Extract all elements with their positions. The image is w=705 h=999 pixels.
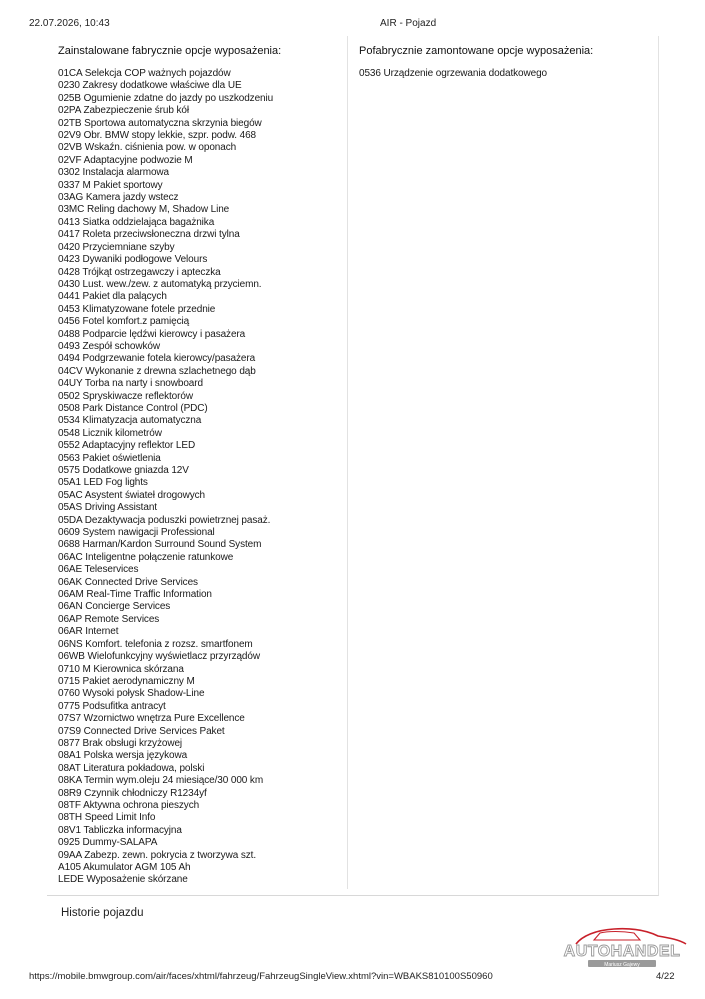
factory-options-heading: Zainstalowane fabrycznie opcje wyposażenia: (58, 45, 282, 57)
aftermarket-options-heading: Pofabrycznie zamontowane opcje wyposażenia: (359, 45, 594, 57)
option-item: 0302 Instalacja alarmowa (58, 167, 169, 179)
option-item: 0710 M Kierownica skórzana (58, 663, 184, 675)
option-item: A105 Akumulator AGM 105 Ah (58, 862, 191, 873)
watermark-tagline: Mariusz Gajewy (604, 962, 640, 968)
option-item: 02TB Sportowa automatyczna skrzynia biegów (58, 117, 262, 129)
aftermarket-options-list (359, 68, 649, 80)
option-item: 0337 M Pakiet sportowy (58, 179, 163, 191)
option-item: 0428 Trójkąt ostrzegawczy i apteczka (58, 266, 221, 278)
option-item: 08AT Literatura pokładowa, polski (58, 762, 205, 774)
option-item: 0877 Brak obsługi krzyżowej (58, 737, 183, 749)
option-item: 05DA Dezaktywacja poduszki powietrznej pasaż. (58, 514, 271, 526)
option-item: 0534 Klimatyzacja automatyczna (58, 415, 202, 427)
car-silhouette-icon (576, 929, 686, 944)
option-item: 0575 Dodatkowe gniazda 12V (58, 465, 189, 476)
aftermarket-options-column (359, 44, 649, 80)
equipment-options-panel (47, 36, 659, 896)
option-item: 0536 Urządzenie ogrzewania dodatkowego (359, 68, 547, 79)
option-item: 0548 Licznik kilometrów (58, 427, 162, 439)
option-item: 06AE Teleservices (58, 564, 139, 576)
vehicle-history-heading: Historie pojazdu (61, 907, 144, 919)
option-item: 0552 Adaptacyjny reflektor LED (58, 440, 196, 452)
factory-options-list (58, 68, 343, 887)
option-item: 06AR Internet (58, 626, 119, 638)
option-item: 0423 Dywaniki podłogowe Velours (58, 254, 208, 266)
option-item: 0775 Podsufitka antracyt (58, 700, 166, 712)
option-item: 0453 Klimatyzowane fotele przednie (58, 303, 216, 315)
option-item: 0441 Pakiet dla palących (58, 291, 167, 303)
option-item: 08TH Speed Limit Info (58, 812, 156, 824)
option-item: 07S7 Wzornictwo wnętrza Pure Excellence (58, 713, 245, 725)
option-item: 0413 Siatka oddzielająca bagażnika (58, 216, 215, 228)
option-item: 05AC Asystent świateł drogowych (58, 489, 205, 501)
option-item: 0502 Spryskiwacze reflektorów (58, 390, 193, 402)
option-item: 08TF Aktywna ochrona pieszych (58, 799, 200, 811)
watermark-brand: AUTOHANDEL (563, 943, 681, 960)
option-item: 0760 Wysoki połysk Shadow-Line (58, 688, 205, 700)
option-item: 0493 Zespół schowków (58, 340, 160, 352)
autohandel-watermark-logo (548, 920, 696, 970)
option-item: 06AN Concierge Services (58, 601, 171, 613)
option-item: 025B Ogumienie zdatne do jazdy po uszkodzeniu (58, 92, 274, 104)
option-item: 0420 Przyciemniane szyby (58, 241, 175, 253)
option-item: 02VF Adaptacyjne podwozie M (58, 154, 193, 166)
option-item: 08V1 Tabliczka informacyjna (58, 824, 182, 836)
option-item: 0715 Pakiet aerodynamiczny M (58, 675, 195, 687)
option-item: 01CA Selekcja COP ważnych pojazdów (58, 68, 231, 79)
option-item: 03AG Kamera jazdy wstecz (58, 192, 179, 204)
option-item: 07S9 Connected Drive Services Paket (58, 725, 225, 737)
option-item: 06AC Inteligentne połączenie ratunkowe (58, 551, 234, 563)
option-item: 06AM Real-Time Traffic Information (58, 589, 212, 601)
option-item: 02V9 Obr. BMW stopy lekkie, szpr. podw. 468 (58, 130, 257, 142)
option-item: 06AK Connected Drive Services (58, 576, 198, 588)
option-item: 06AP Remote Services (58, 613, 160, 625)
option-item: 0508 Park Distance Control (PDC) (58, 402, 208, 414)
option-item: 09AA Zabezp. zewn. pokrycia z tworzywa szt. (58, 849, 257, 861)
option-item: 0688 Harman/Kardon Surround Sound System (58, 539, 262, 551)
option-item: 08KA Termin wym.oleju 24 miesiące/30 000 km (58, 775, 264, 787)
option-item: 05A1 LED Fog lights (58, 477, 148, 489)
footer-url: https://mobile.bmwgroup.com/air/faces/xhtml/fahrzeug/FahrzeugSingleView.xhtml?vin=WBAKS810100S50960 (29, 971, 493, 982)
option-item: 0230 Zakresy dodatkowe właściwe dla UE (58, 80, 242, 92)
option-item: 08A1 Polska wersja językowa (58, 750, 188, 762)
option-item: 0456 Fotel komfort.z pamięcią (58, 316, 190, 328)
factory-options-column (58, 44, 343, 887)
option-item: 06NS Komfort. telefonia z rozsz. smartfonem (58, 638, 253, 650)
option-item: 0563 Pakiet oświetlenia (58, 452, 161, 464)
option-item: 0488 Podparcie lędźwi kierowcy i pasażera (58, 328, 246, 340)
page-number: 4/22 (656, 971, 675, 982)
option-item: 05AS Driving Assistant (58, 502, 157, 514)
option-item: 04UY Torba na narty i snowboard (58, 378, 203, 390)
option-item: 02PA Zabezpieczenie śrub kół (58, 105, 189, 117)
option-item: LEDE Wyposażenie skórzane (58, 874, 188, 886)
option-item: 06WB Wielofunkcyjny wyświetlacz przyrządów (58, 651, 260, 663)
option-item: 04CV Wykonanie z drewna szlachetnego dąb (58, 365, 256, 377)
option-item: 0494 Podgrzewanie fotela kierowcy/pasażera (58, 353, 256, 365)
option-item: 0417 Roleta przeciwsłoneczna drzwi tylna (58, 229, 240, 241)
print-datetime: 22.07.2026, 10:43 (29, 18, 110, 29)
option-item: 02VB Wskaźn. ciśnienia pow. w oponach (58, 142, 237, 154)
option-item: 0609 System nawigacji Professional (58, 527, 215, 539)
option-item: 03MC Reling dachowy M, Shadow Line (58, 204, 230, 216)
option-item: 0925 Dummy-SALAPA (58, 837, 158, 849)
option-item: 08R9 Czynnik chłodniczy R1234yf (58, 787, 207, 799)
option-item: 0430 Lust. wew./zew. z automatyką przyciemn. (58, 278, 262, 290)
column-divider (347, 36, 348, 889)
page-title: AIR - Pojazd (380, 18, 437, 29)
